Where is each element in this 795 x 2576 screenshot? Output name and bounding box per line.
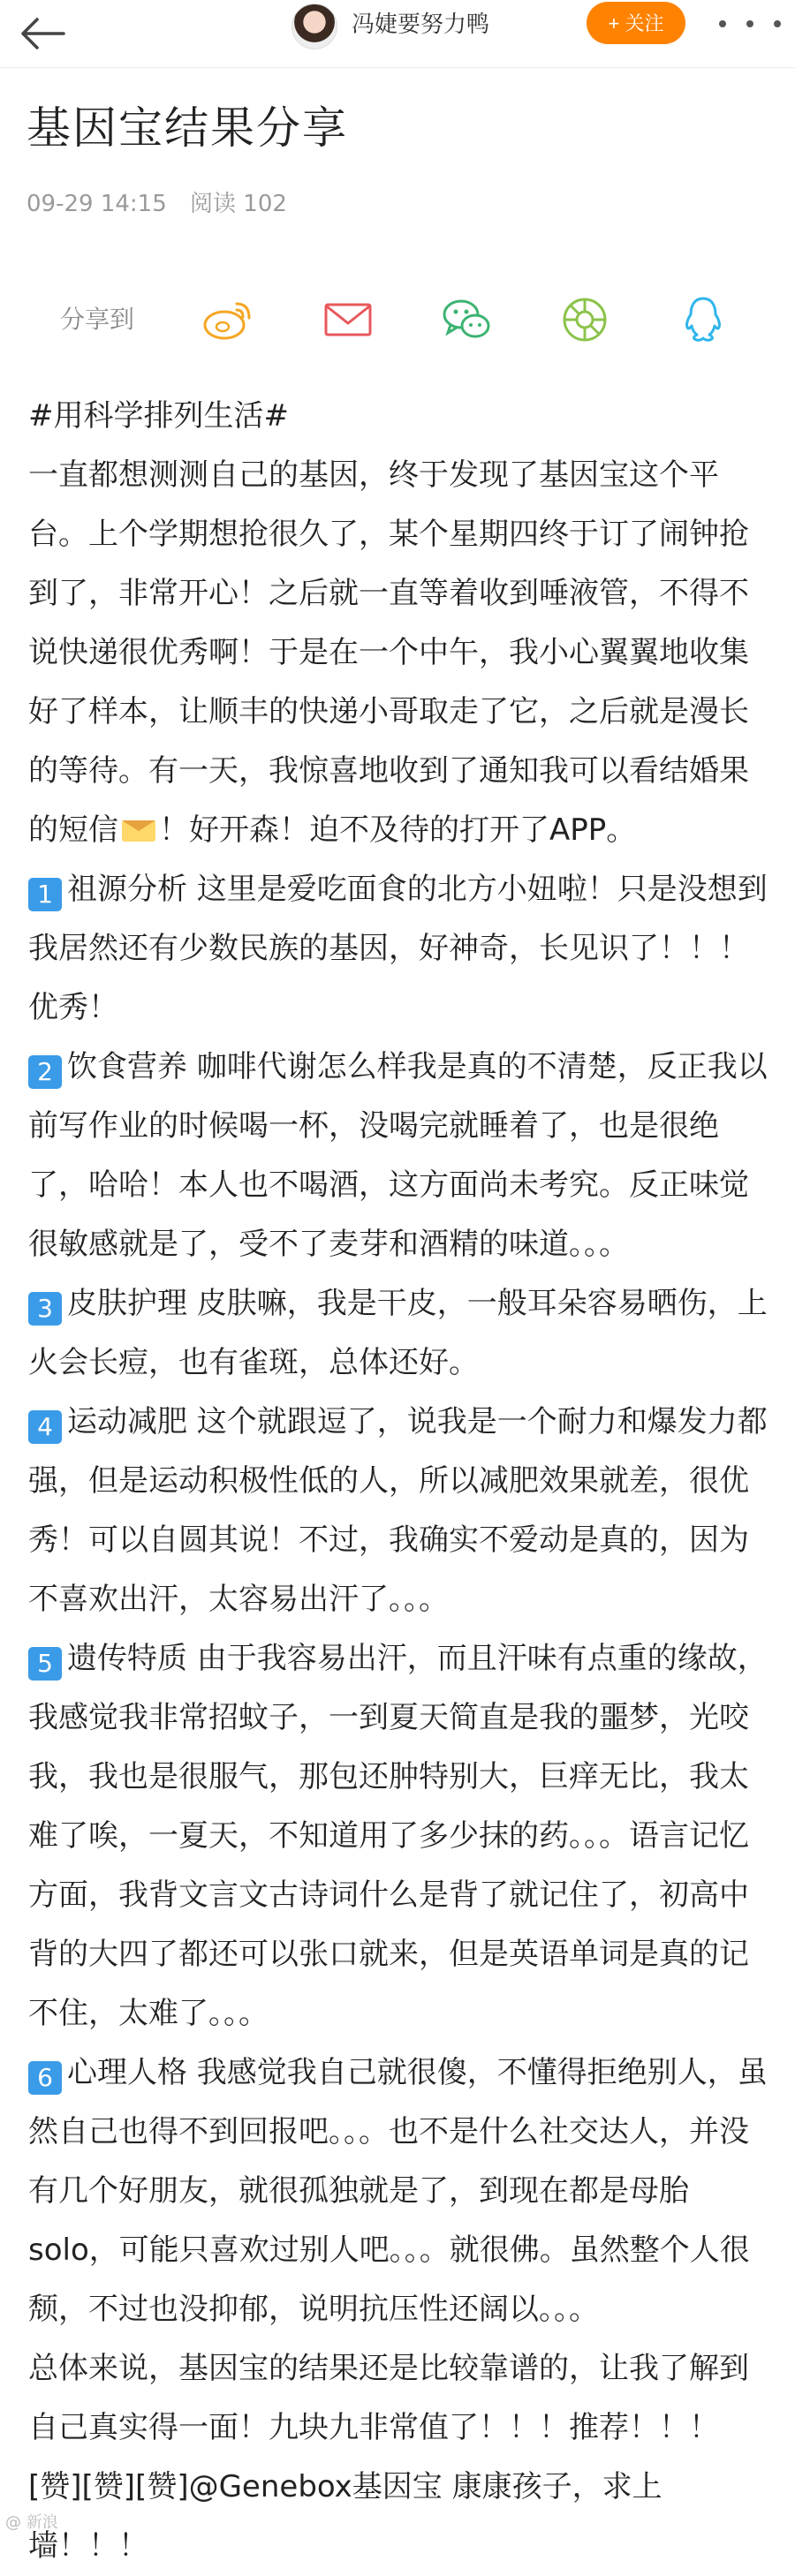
share-moments-button[interactable] — [556, 293, 613, 346]
share-wechat-button[interactable] — [438, 293, 495, 346]
section-5-text: 遗传特质 由于我容易出汗，而且汗味有点重的缘故，我感觉我非常招蚊子，一到夏天简直是我的噩梦，光咬我，我也是很服气，那包还肿特别大，巨痒无比，我太难了唉，一夏天，不知道用了多少抹的药。。。语言记忆方面，我背文言文古诗词什么是背了就记住了，初高中背的大四了都还可以张口就来，但是英语单词是真的记不住，太难了。。。 — [28, 1641, 768, 2031]
qq-icon — [681, 295, 725, 344]
more-options-button[interactable] — [719, 4, 781, 44]
number-3-icon: 3 — [28, 1292, 62, 1326]
conclusion-paragraph: 总体来说，基因宝的结果还是比较靠谱的，让我了解到自己真实得一面！九块九非常值了！！！推荐！！！[赞][赞][赞]@Genebox基因宝 康康孩子，求上墙！！！ — [28, 2351, 749, 2564]
number-4-icon: 4 — [28, 1410, 62, 1444]
envelope-icon — [122, 820, 155, 842]
wechat-icon — [440, 296, 493, 344]
hashtag[interactable]: #用科学排列生活# — [28, 398, 289, 434]
username[interactable]: 冯婕要努力鸭 — [352, 11, 490, 38]
section-4 — [28, 1393, 770, 1629]
read-count: 阅读 102 — [190, 191, 287, 217]
share-label: 分享到 — [60, 305, 135, 334]
section-1-text: 祖源分析 这里是爱吃面食的北方小妞啦！只是没想到我居然还有少数民族的基因，好神奇，长见识了！！！优秀！ — [28, 872, 768, 1025]
intro-text-1: 一直都想测测自己的基因，终于发现了基因宝这个平台。上个学期想抢很久了，某个星期四终于订了闹钟抢到了，非常开心！之后就一直等着收到唾液管，不得不说快递很优秀啊！于是在一个中午，我小心翼翼地收集好了样本，让顺丰的快递小哥取走了它，之后就是漫长的等待。有一天，我惊喜地收到了通知我可以看结婚果的短信 — [28, 457, 749, 848]
share-weibo-button[interactable] — [200, 293, 256, 346]
share-bar — [0, 283, 795, 353]
share-qq-button[interactable] — [675, 293, 731, 346]
section-5 — [28, 1629, 770, 2043]
intro-text-2: ！好开森！迫不及待的打开了APP。 — [159, 812, 637, 848]
post-meta — [26, 185, 303, 218]
back-arrow-icon — [18, 16, 67, 51]
top-bar — [0, 0, 795, 68]
dot-icon — [774, 20, 781, 27]
number-1-icon: 1 — [28, 878, 62, 911]
number-5-icon: 5 — [28, 1647, 62, 1681]
dot-icon — [719, 20, 726, 27]
mail-icon — [323, 300, 373, 339]
back-button[interactable] — [16, 11, 69, 57]
post-date: 09-29 14:15 — [26, 191, 167, 217]
intro-paragraph — [28, 446, 770, 860]
share-mail-button[interactable] — [320, 293, 376, 346]
avatar[interactable] — [292, 4, 337, 49]
post-content — [28, 387, 770, 2576]
section-1 — [28, 860, 770, 1038]
dot-icon — [746, 20, 753, 27]
watermark: @ 新浪 — [5, 2513, 58, 2532]
section-6 — [28, 2043, 770, 2339]
section-3-text: 皮肤护理 皮肤嘛，我是干皮，一般耳朵容易晒伤，上火会长痘，也有雀斑，总体还好。 — [28, 1286, 768, 1380]
section-2-text: 饮食营养 咖啡代谢怎么样我是真的不清楚，反正我以前写作业的时候喝一杯，没喝完就睡着了，也是很绝了，哈哈！本人也不喝酒，这方面尚未考究。反正味觉很敏感就是了，受不了麦芽和酒精的味道。。。 — [28, 1049, 768, 1262]
section-3 — [28, 1274, 770, 1393]
number-2-icon: 2 — [28, 1055, 62, 1089]
section-2 — [28, 1038, 770, 1274]
number-6-icon: 6 — [28, 2061, 62, 2095]
moments-icon — [560, 295, 610, 344]
weibo-icon — [200, 295, 256, 344]
post-title: 基因宝结果分享 — [26, 102, 348, 154]
section-6-text: 心理人格 我感觉我自己就很傻，不懂得拒绝别人，虽然自己也得不到回报吧。。。也不是什么社交达人，并没有几个好朋友，就很孤独就是了，到现在都是母胎solo，可能只喜欢过别人吧。。。就很佛。虽然整个人很颓，不过也没抑郁，说明抗压性还阔以。。。 — [28, 2055, 768, 2327]
section-4-text: 运动减肥 这个就跟逗了，说我是一个耐力和爆发力都强，但是运动积极性低的人，所以减肥效果就差，很优秀！可以自圆其说！不过，我确实不爱动是真的，因为不喜欢出汗，太容易出汗了。。。 — [28, 1404, 768, 1617]
follow-button[interactable]: + 关注 — [587, 2, 685, 44]
